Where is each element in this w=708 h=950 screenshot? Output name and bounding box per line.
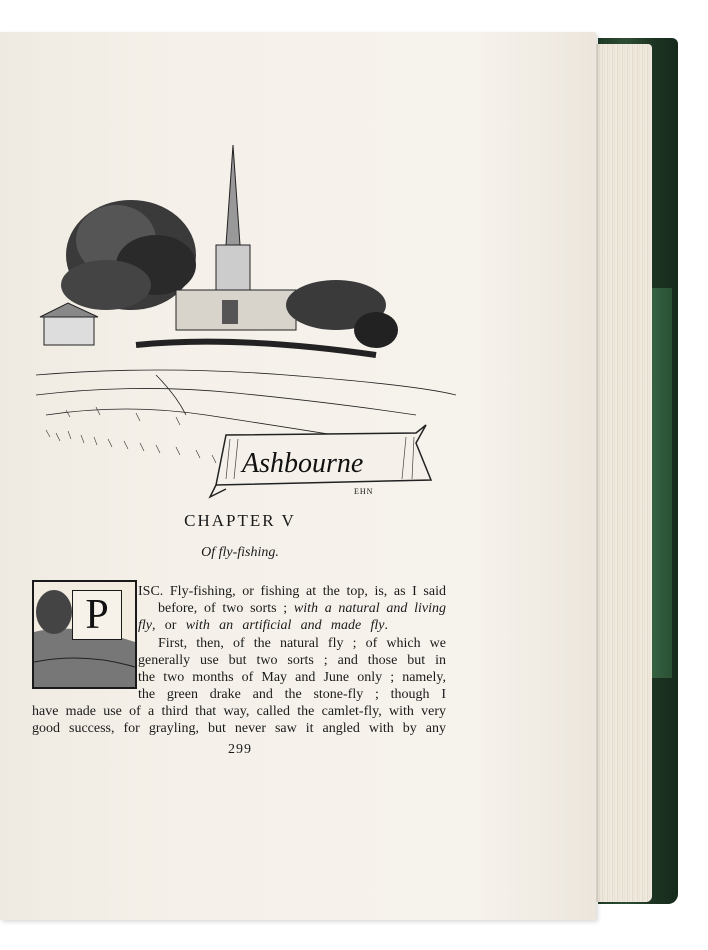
page-number: 299 bbox=[228, 742, 252, 757]
text-line: the green drake and the stone-fly ; though I bbox=[138, 687, 446, 702]
text-line: generally use but two sorts ; and those but in bbox=[138, 653, 446, 668]
chapter-heading: CHAPTER V bbox=[184, 511, 296, 530]
text-line: the two months of May and June only ; namely, bbox=[138, 670, 446, 685]
text-line: First, then, of the natural fly ; of which we bbox=[158, 636, 446, 651]
text-line: good success, for grayling, but never saw it angled with by any bbox=[32, 721, 446, 736]
church-illustration bbox=[36, 145, 456, 505]
text-line: ISC. Fly-fishing, or fishing at the top, is, as I said bbox=[138, 584, 446, 599]
chapter-subtitle: Of fly-fishing. bbox=[201, 545, 279, 560]
drop-cap-letter: P bbox=[72, 590, 122, 640]
text-line: before, of two sorts ; with a natural and living bbox=[158, 601, 446, 616]
text-line: have made use of a third that way, called the camlet-fly, with very bbox=[32, 704, 446, 719]
artist-signature: EHN bbox=[354, 487, 374, 496]
decorative-drop-cap bbox=[32, 580, 137, 689]
banner-text: Ashbourne bbox=[242, 448, 364, 479]
text-line: fly, or with an artificial and made fly. bbox=[138, 618, 388, 633]
